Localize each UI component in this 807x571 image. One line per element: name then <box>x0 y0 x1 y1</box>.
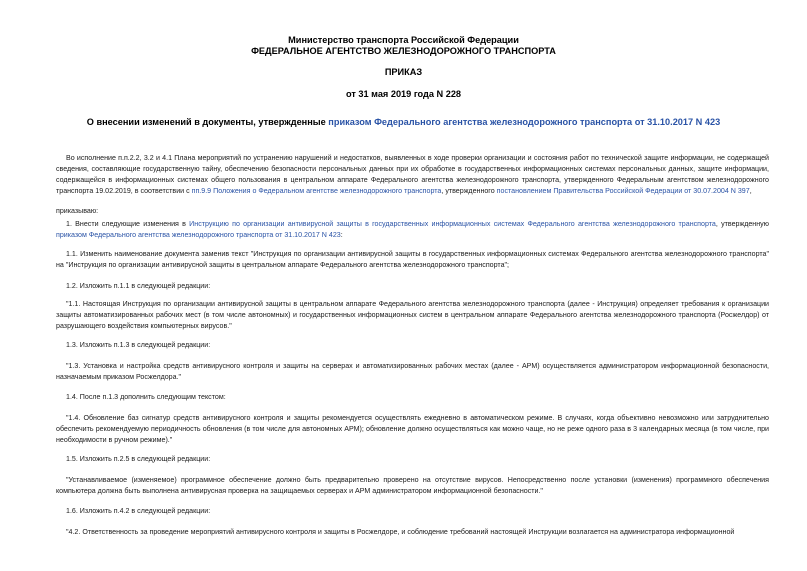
document-date-number: от 31 мая 2019 года N 228 <box>345 89 462 99</box>
item-1-4: 1.4. После п.1.3 дополнить следующим текстом: <box>66 393 226 401</box>
item-1-text-2: , утвержденную <box>715 220 769 228</box>
order-423-link[interactable]: приказом Федерального агентства железнодорожного транспорта от 31.10.2017 N 423 <box>56 231 341 240</box>
title-text: О внесении изменений в документы, утвержденные <box>86 117 329 127</box>
quote-4-2: "4.2. Ответственность за проведение мероприятий антивирусного контроля и защиты в Росжелдоре, и соблюдение требований настоящей Инструкции возлагается на администратора информационной <box>66 528 735 536</box>
quote-1-1: "1.1. Настоящая Инструкция по организации антивирусной защиты в центральном аппарате Федерального агентства железнодорожного транспорта (далее - Инструкция) определяет требования к организации защиты автоматизированных рабочих мест (в том числе автономных) и государственных информационных систем в центральном аппарате Федерального агентства железнодорожного транспорта (Росжелдор) от разрушающего воздействия компьютерных вирусов." <box>56 300 769 331</box>
document-type: ПРИКАЗ <box>384 67 423 77</box>
quote-2-5: "Устанавливаемое (изменяемое) программное обеспечение должно быть предварительно проверено на отсутствие вирусов. Непосредственно после установки (изменения) программного обеспечения компьютера должна быть выполнена антивирусная проверка на защищаемых серверах и АРМ администратором информационной безопасности." <box>56 476 769 496</box>
item-1-1: 1.1. Изменить наименование документа заменив текст "Инструкция по организации антивирусной защиты в государственных информационных системах Федерального агентства железнодорожного транспорта" на "Инструкция по организации антивирусной защиты в центральном аппарате Федерального агентства железнодорожного транспорта"; <box>56 250 769 270</box>
item-1-6: 1.6. Изложить п.4.2 в следующей редакции: <box>66 507 211 515</box>
ministry-name: Министерство транспорта Российской Федерации <box>288 35 519 45</box>
item-1-text-1: 1. Внести следующие изменения в <box>66 220 190 228</box>
item-1-3: 1.3. Изложить п.1.3 в следующей редакции: <box>66 341 211 349</box>
quote-1-3: "1.3. Установка и настройка средств антивирусного контроля и защиты на серверах и автоматизированных рабочих местах (далее - АРМ) осуществляется администратором информационной безопасности, назначаемым приказом Росжелдора." <box>56 362 769 382</box>
quote-1-4: "1.4. Обновление баз сигнатур средств антивирусного контроля и защиты рекомендуется осуществлять ежедневно в автоматическом режиме. В случаях, когда объективно невозможно или затруднительно обеспечить рекомендуемую периодичность обновления (в том числе для автономных АРМ); обновление должно осуществляться как можно чаще, но не реже одного раза в 3 календарных месяца (в том числе, при необходимости в ручном режиме)." <box>56 414 769 445</box>
intro-text-2: , утвержденного <box>441 187 497 196</box>
government-decree-link[interactable]: постановлением Правительства Российской Федерации от 30.07.2004 N 397 <box>496 187 750 196</box>
regulation-link[interactable]: пп.9.9 Положения о Федеральном агентстве железнодорожного транспорта <box>191 187 442 196</box>
title-order-link[interactable]: приказом Федерального агентства железнодорожного транспорта от 31.10.2017 N 423 <box>328 117 721 127</box>
document-title <box>0 117 807 127</box>
item-1-5: 1.5. Изложить п.2.5 в следующей редакции: <box>66 455 211 463</box>
intro-text-3: , <box>749 187 752 196</box>
item-1 <box>56 219 769 241</box>
item-1-2: 1.2. Изложить п.1.1 в следующей редакции: <box>66 282 211 290</box>
intro-text-1: Во исполнение п.п.2.2, 3.2 и 4.1 Плана мероприятий по устранению нарушений и недостатков, выявленных в ходе проверки организации и состояния работ по технической защите информации, не содержащей сведения, составляющие государственную тайну, обеспечению безопасности персональных данных при их обработке в государственных информационных системах персональных данных, защите информации, содержащейся в информационных системах общего пользования в центральном аппарате Федерального агентства железнодорожного транспорта, утвержденного Федеральным агентством железнодорожного транспорта 19.02.2019, в соответствии с <box>56 154 769 196</box>
intro-paragraph <box>56 153 769 197</box>
instruction-link[interactable]: Инструкцию по организации антивирусной защиты в государственных информационных системах Федерального агентства железнодорожного транспорта <box>189 220 716 228</box>
agency-name: ФЕДЕРАЛЬНОЕ АГЕНТСТВО ЖЕЛЕЗНОДОРОЖНОГО ТРАНСПОРТА <box>251 46 556 56</box>
order-word: приказываю: <box>56 207 99 215</box>
item-1-text-3: : <box>340 231 343 240</box>
